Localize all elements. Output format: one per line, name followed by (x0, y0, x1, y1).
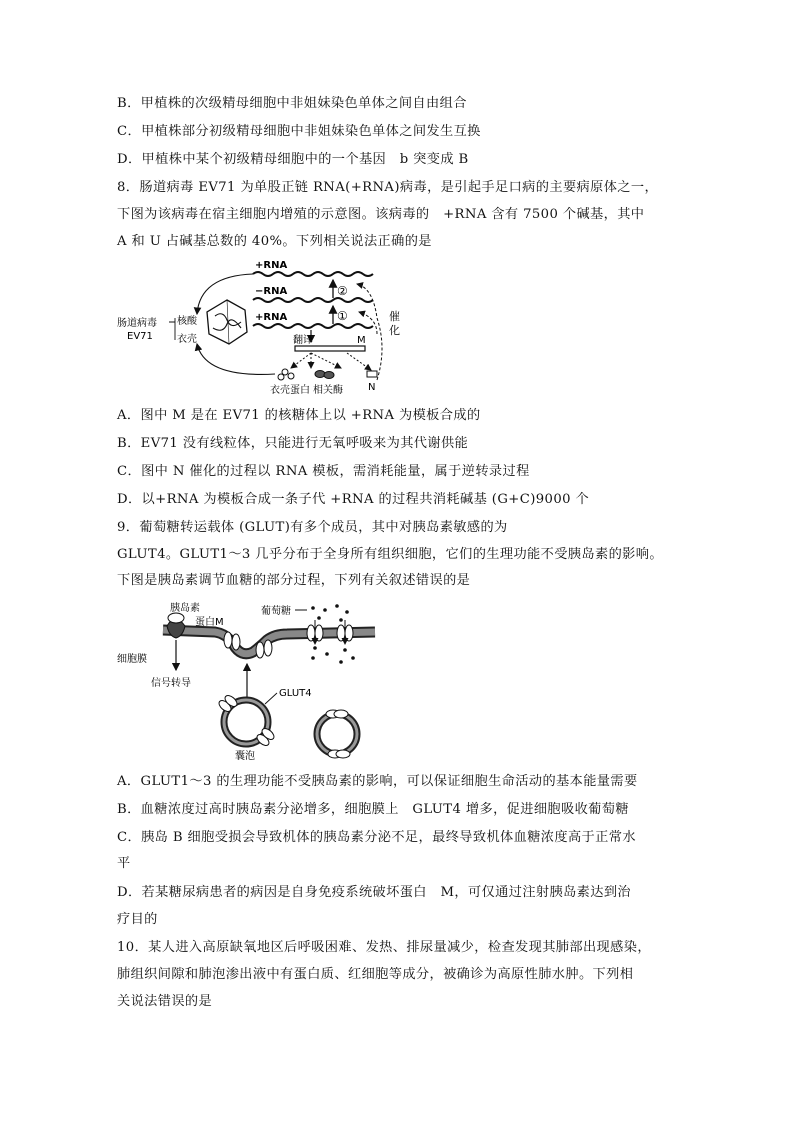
q10-stem-line-1: 10．某人进入高原缺氧地区后呼吸困难、发热、排尿量减少，检查发现其肺部出现感染， (117, 940, 651, 955)
plus-rna-strand-mid (253, 324, 373, 328)
q8-stem-line-2: 下图为该病毒在宿主细胞内增殖的示意图。该病毒的 +RNA 含有 7500 个碱基，其中 (117, 207, 645, 222)
q9-option-b: B．血糖浓度过高时胰岛素分泌增多，细胞膜上 GLUT4 增多，促进细胞吸收葡萄糖 (117, 802, 629, 817)
plus-rna-mid-label: +RNA (255, 312, 288, 323)
insulin-glut4-diagram (115, 600, 380, 765)
insulin-label: 胰岛素 (170, 603, 200, 614)
q10-stem-line-3: 关说法错误的是 (117, 994, 213, 1009)
virus-name-line-1: 肠道病毒 (117, 318, 157, 329)
ev71-replication-diagram (115, 258, 415, 398)
catalyze-label-1: 催 (389, 310, 400, 323)
step-1-label: ① (337, 309, 348, 323)
capsid-protein-label: 衣壳蛋白 (270, 385, 310, 396)
q9-option-c-line-1: C．胰岛 B 细胞受损会导致机体的胰岛素分泌不足，最终导致机体血糖浓度高于正常水 (117, 830, 636, 845)
q8-option-c: C．图中 N 催化的过程以 RNA 模板，需消耗能量，属于逆转录过程 (117, 464, 530, 479)
virus-name-line-2: EV71 (127, 331, 153, 342)
q9-option-c-line-2: 平 (117, 856, 131, 871)
step-2-label: ② (337, 284, 348, 298)
translate-label: 翻译 (293, 335, 313, 346)
minus-rna-label: −RNA (255, 286, 288, 297)
insulin-molecule (168, 613, 184, 623)
protein-m-label: 蛋白M (195, 617, 224, 628)
q7-option-b: B．甲植株的次级精母细胞中非姐妹染色单体之间自由组合 (117, 96, 467, 111)
q10-stem-line-2: 肺组织间隙和肺泡渗出液中有蛋白质、红细胞等成分，被确诊为高原性肺水肿。下列相 (117, 967, 634, 982)
catalyze-label-2: 化 (389, 324, 400, 337)
plus-rna-strand-top (253, 272, 373, 276)
q7-option-d: D．甲植株中某个初级精母细胞中的一个基因 b 突变成 B (117, 152, 469, 167)
m-label: M (357, 335, 366, 346)
q8-stem-line-1: 8．肠道病毒 EV71 为单股正链 RNA(+RNA)病毒，是引起手足口病的主要病原体之一， (117, 180, 659, 195)
q8-option-b: B．EV71 没有线粒体，只能进行无氧呼吸来为其代谢供能 (117, 436, 469, 451)
vesicle-label: 囊泡 (235, 751, 255, 762)
n-label: N (368, 382, 376, 393)
q9-stem-line-3: 下图是胰岛素调节血糖的部分过程，下列有关叙述错误的是 (117, 573, 471, 588)
q9-stem-line-1: 9．葡萄糖转运载体 (GLUT)有多个成员，其中对胰岛素敏感的为 (117, 520, 508, 535)
q9-option-d-line-2: 疗目的 (117, 912, 158, 927)
q9-option-a: A．GLUT1～3 的生理功能不受胰岛素的影响，可以保证细胞生命活动的基本能量需要 (117, 774, 638, 789)
plus-rna-top-label: +RNA (255, 260, 288, 271)
q7-option-c: C．甲植株部分初级精母细胞中非姐妹染色单体之间发生互换 (117, 124, 481, 139)
q8-option-d: D．以+RNA 为模板合成一条子代 +RNA 的过程共消耗碱基 (G+C)9000 个 (117, 492, 590, 507)
capsid-label: 衣壳 (177, 334, 197, 345)
glut4-label: GLUT4 (279, 688, 312, 699)
cell-membrane-label: 细胞膜 (117, 654, 147, 665)
polypeptide-m-bar (295, 346, 365, 351)
signal-transduction-label: 信号转导 (151, 678, 191, 689)
glucose-label: 葡萄糖 (261, 606, 291, 617)
q9-option-d-line-1: D．若某糖尿病患者的病因是自身免疫系统破坏蛋白 M，可仅通过注射胰岛素达到治 (117, 885, 632, 900)
q9-stem-line-2: GLUT4。GLUT1～3 几乎分布于全身所有组织细胞，它们的生理功能不受胰岛素的影响。 (117, 547, 663, 562)
nucleic-acid-label: 核酸 (177, 316, 197, 327)
q8-stem-line-3: A 和 U 占碱基总数的 40%。下列相关说法正确的是 (117, 234, 432, 249)
q8-option-a: A．图中 M 是在 EV71 的核糖体上以 +RNA 为模板合成的 (117, 408, 481, 423)
related-enzyme-label: 相关酶 (313, 385, 343, 396)
minus-rna-strand (253, 298, 373, 302)
